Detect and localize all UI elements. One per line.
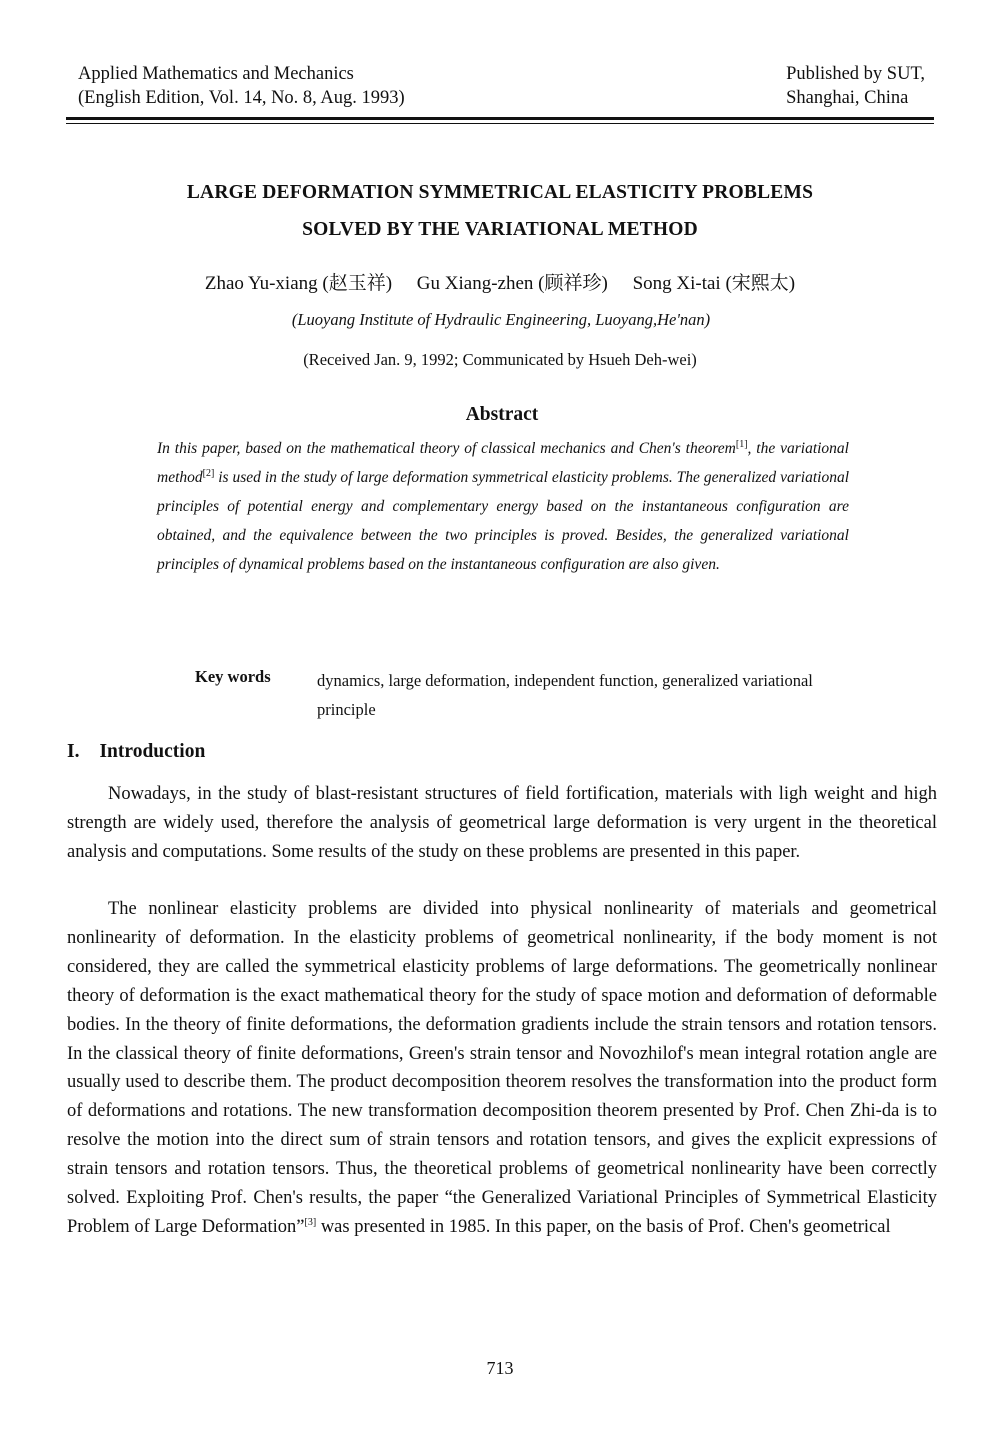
citation-2: [2]	[202, 467, 215, 479]
paragraph-text: Nowadays, in the study of blast-resistant structures of field fortification, materials with ligh weight and high strength are widely used, therefore the analysis of geometrical large deformation is very urgent in the theoretical analysis and computations. Some results of the study on these problems are presented in this paper.	[67, 784, 937, 862]
journal-edition: (English Edition, Vol. 14, No. 8, Aug. 1993)	[78, 88, 405, 108]
affiliation: (Luoyang Institute of Hydraulic Engineering, Luoyang,He'nan)	[291, 310, 711, 329]
received-note: (Received Jan. 9, 1992; Communicated by Hsueh Deh-wei)	[303, 350, 697, 369]
abstract-part-1: In this paper, based on the mathematical theory of classical mechanics and Chen's theorem	[157, 440, 736, 457]
author-2: Gu Xiang-zhen (顾祥珍)	[416, 273, 608, 294]
author-list	[0, 268, 1000, 295]
citation-1: [1]	[735, 438, 748, 450]
section-heading	[67, 741, 205, 763]
header-rule-thick	[66, 117, 934, 120]
page-number: 713	[486, 1358, 514, 1378]
paragraph-part-1: The nonlinear elasticity problems are divided into physical nonlinearity of materials and geometrical nonlinearity of deformation. In the elasticity problems of geometrical nonlinearity, if the body moment is not considered, they are called the symmetrical elasticity problems of large deformations. The geometrically nonlinear theory of deformation is the exact mathematical theory for the study of space motion and deformation of deformable bodies. In the theory of finite deformations, the deformation gradients include the strain tensors and rotation tensors. In the classical theory of finite deformations, Green's strain tensor and Novozhilof's mean integral rotation angle are usually used to describe them. The product decomposition theorem resolves the transformation into the product form of deformations and rotations. The new transformation decomposition theorem presented by Prof. Chen Zhi-da is to resolve the motion into the direct sum of strain tensors and rotation tensors, and gives the explicit expressions of strain tensors and rotation tensors. Thus, the theoretical problems of geometrical nonlinearity have been correctly solved. Exploiting Prof. Chen's results, the paper “the Generalized Variational Principles of Symmetrical Elasticity Problem of Large Deformation”	[67, 899, 937, 1237]
header-rule-thin	[66, 123, 934, 124]
keywords-label: Key words	[195, 667, 271, 686]
journal-info	[78, 62, 405, 110]
intro-paragraph-1	[67, 780, 937, 867]
title-line-1: LARGE DEFORMATION SYMMETRICAL ELASTICITY PROBLEMS	[186, 182, 814, 203]
paragraph-part-2: was presented in 1985. In this paper, on the basis of Prof. Chen's geometrical	[316, 1216, 891, 1237]
abstract-part-3: is used in the study of large deformation symmetrical elasticity problems. The generalized variational principles of potential energy and complementary energy based on the instantaneous configuration are obtained, and the equivalence between the two principles is proved. Besides, the generalized variational principles of dynamical problems based on the instantaneous configuration are also given.	[157, 469, 849, 573]
section-title: Introduction	[99, 741, 206, 762]
citation-3: [3]	[304, 1216, 317, 1228]
abstract-heading: Abstract	[465, 404, 539, 425]
publisher-info	[786, 62, 925, 110]
abstract-text	[157, 434, 849, 579]
keywords-text: dynamics, large deformation, independent function, generalized variational principle	[317, 671, 813, 719]
publisher-location: Shanghai, China	[786, 88, 909, 108]
author-1: Zhao Yu-xiang (赵玉祥)	[204, 273, 393, 294]
abstract-part-2: , the variational method	[157, 440, 849, 486]
journal-name: Applied Mathematics and Mechanics	[78, 64, 354, 84]
paper-title	[0, 174, 1000, 248]
title-line-2: SOLVED BY THE VARIATIONAL METHOD	[302, 219, 698, 240]
author-3: Song Xi-tai (宋熙太)	[632, 273, 796, 294]
intro-paragraph-2	[67, 895, 937, 1242]
section-number: I.	[67, 741, 80, 762]
publisher-name: Published by SUT,	[786, 64, 925, 84]
paragraph-text	[67, 895, 937, 1242]
